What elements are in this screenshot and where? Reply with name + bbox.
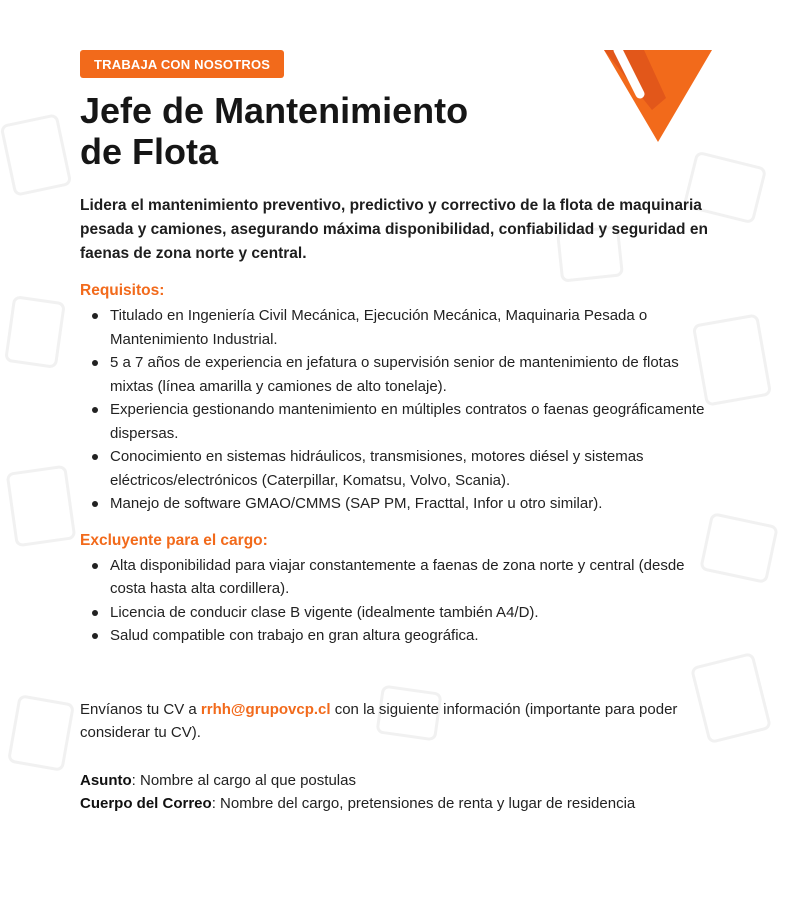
list-item: Alta disponibilidad para viajar constantemente a faenas de zona norte y central (desde costa hasta alta cordillera). xyxy=(80,554,720,601)
subject-text: : Nombre al cargo al que postulas xyxy=(131,771,356,789)
list-item: Salud compatible con trabajo en gran altura geográfica. xyxy=(80,624,720,648)
list-item: Conocimiento en sistemas hidráulicos, transmisiones, motores diésel y sistemas eléctricos/electrónicos (Caterpillar, Komatsu, Volvo, Scania). xyxy=(80,445,720,492)
email-subject xyxy=(80,769,720,793)
requirements-heading: Requisitos: xyxy=(80,282,165,299)
body-text: : Nombre del cargo, pretensiones de renta y lugar de residencia xyxy=(211,795,636,812)
mandatory-heading: Excluyente para el cargo: xyxy=(80,531,268,549)
list-item: Licencia de conducir clase B vigente (idealmente también A4/D). xyxy=(80,601,720,625)
job-posting xyxy=(80,50,720,816)
list-item: Experiencia gestionando mantenimiento en múltiples contratos o faenas geográficamente dispersas. xyxy=(80,398,720,445)
job-summary: Lidera el mantenimiento preventivo, predictivo y correctivo de la flota de maquinaria pesada y camiones, asegurando máxima disponibilidad, confiabilidad y seguridad en faenas de zona norte y central. xyxy=(80,197,708,262)
list-item: 5 a 7 años de experiencia en jefatura o supervisión senior de mantenimiento de flotas mixtas (línea amarilla y camiones de alto tonelaje). xyxy=(80,351,720,398)
contact-instructions xyxy=(80,698,720,745)
requirements-list xyxy=(80,304,720,516)
category-badge: TRABAJA CON NOSOTROS xyxy=(80,50,284,78)
contact-text-after: con la siguiente información (importante para poder considerar tu CV). xyxy=(80,700,678,741)
list-item: Manejo de software GMAO/CMMS (SAP PM, Fracttal, Infor u otro similar). xyxy=(80,492,720,516)
job-title-line-2: de Flota xyxy=(80,131,219,172)
email-link[interactable]: rrhh@grupovcp.cl xyxy=(200,700,331,718)
contact-text-before: Envíanos tu CV a xyxy=(80,700,201,718)
email-body xyxy=(80,792,720,816)
list-item: Titulado en Ingeniería Civil Mecánica, Ejecución Mecánica, Maquinaria Pesada o Mantenimiento Industrial. xyxy=(80,304,720,351)
job-title xyxy=(80,90,550,172)
body-label: Cuerpo del Correo xyxy=(80,795,212,812)
mandatory-list xyxy=(80,554,720,648)
job-title-line-1: Jefe de Mantenimiento xyxy=(80,90,469,131)
subject-label: Asunto xyxy=(80,771,132,789)
